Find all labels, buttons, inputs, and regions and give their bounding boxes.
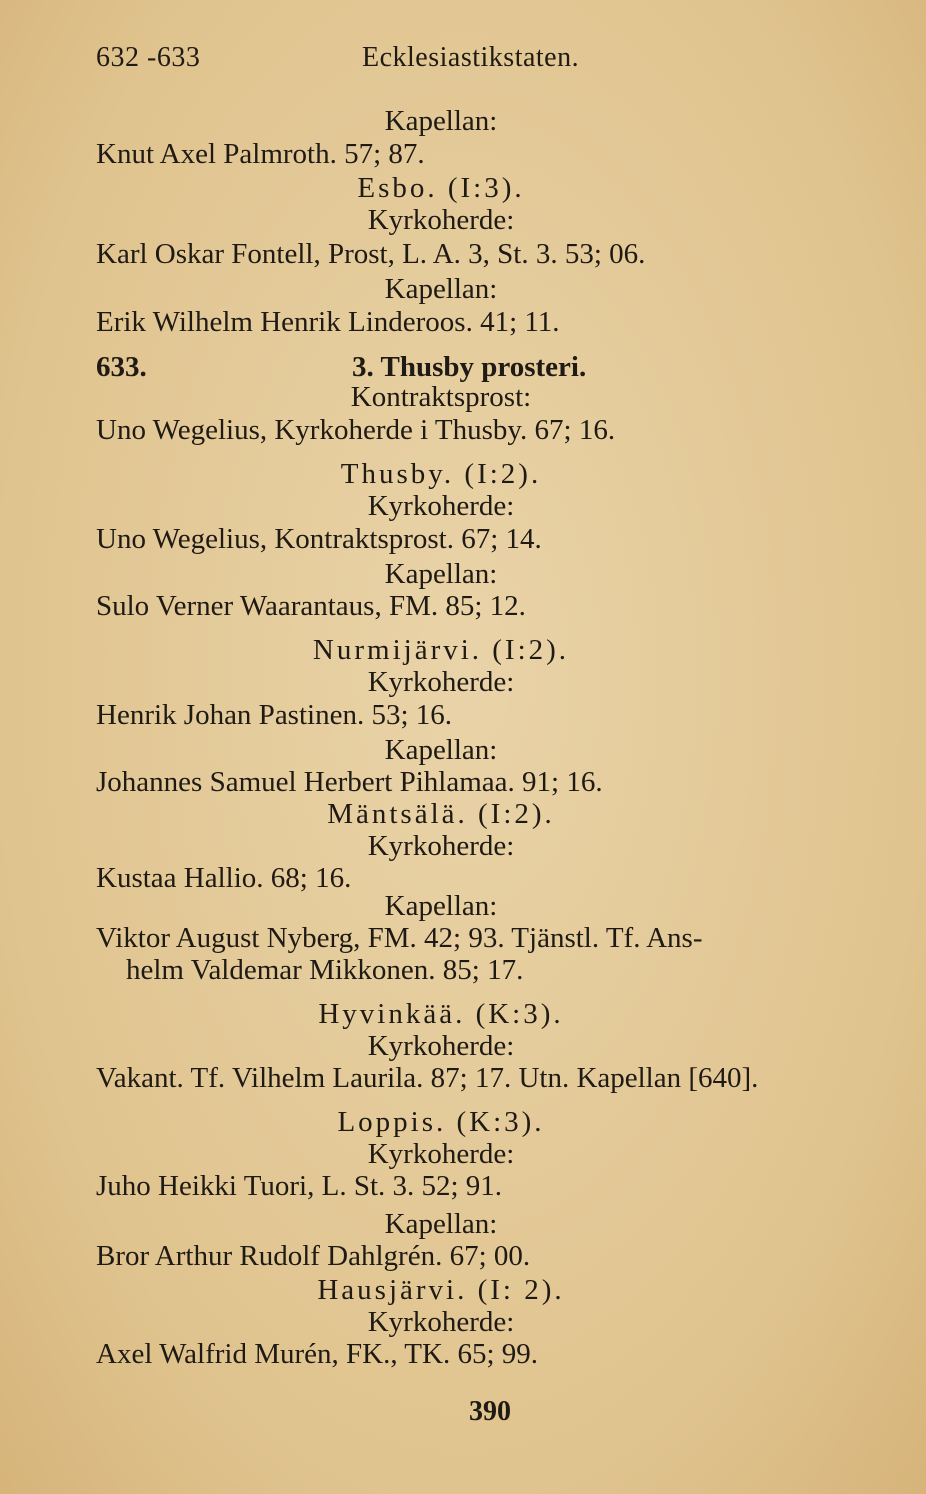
header-page-range: 632 -633 bbox=[96, 42, 201, 73]
role-heading: Kapellan: bbox=[384, 558, 498, 590]
entry-line: Vakant. Tf. Vilhelm Laurila. 87; 17. Utn. Kapellan [640]. bbox=[96, 1062, 759, 1094]
role-heading: Kyrkoherde: bbox=[367, 1306, 515, 1338]
entry-line: Bror Arthur Rudolf Dahlgrén. 67; 00. bbox=[96, 1240, 531, 1272]
role-heading: Kyrkoherde: bbox=[367, 830, 515, 862]
role-heading: Kyrkoherde: bbox=[367, 666, 515, 698]
parish-heading: Mäntsälä. (I:2). bbox=[327, 798, 555, 830]
entry-line: Juho Heikki Tuori, L. St. 3. 52; 91. bbox=[96, 1170, 503, 1202]
role-heading: Kapellan: bbox=[384, 105, 498, 137]
role-heading: Kapellan: bbox=[384, 1208, 498, 1240]
entry-line: Uno Wegelius, Kontraktsprost. 67; 14. bbox=[96, 523, 542, 555]
page-number: 390 bbox=[469, 1396, 511, 1427]
role-heading: Kyrkoherde: bbox=[367, 1030, 515, 1062]
entry-line: Knut Axel Palmroth. 57; 87. bbox=[96, 138, 425, 170]
entry-line: Erik Wilhelm Henrik Linderoos. 41; 11. bbox=[96, 306, 560, 338]
role-heading: Kyrkoherde: bbox=[367, 204, 515, 236]
entry-line-continued: helm Valdemar Mikkonen. 85; 17. bbox=[126, 954, 524, 986]
parish-heading: Loppis. (K:3). bbox=[337, 1106, 545, 1138]
role-heading: Kontraktsprost: bbox=[350, 381, 532, 413]
role-heading: Kapellan: bbox=[384, 273, 498, 305]
entry-line: Viktor August Nyberg, FM. 42; 93. Tjänstl. Tf. Ans- bbox=[96, 922, 703, 954]
section-title: 3. Thusby prosteri. bbox=[352, 351, 587, 383]
parish-heading: Hausjärvi. (I: 2). bbox=[317, 1274, 565, 1306]
role-heading: Kapellan: bbox=[384, 734, 498, 766]
entry-line: Karl Oskar Fontell, Prost, L. A. 3, St. 3. 53; 06. bbox=[96, 238, 646, 270]
parish-heading: Nurmijärvi. (I:2). bbox=[312, 634, 570, 666]
parish-heading: Thusby. (I:2). bbox=[340, 458, 542, 490]
parish-heading: Esbo. (I:3). bbox=[357, 172, 525, 204]
role-heading: Kyrkoherde: bbox=[367, 1138, 515, 1170]
entry-line: Axel Walfrid Murén, FK., TK. 65; 99. bbox=[96, 1338, 539, 1370]
entry-line: Henrik Johan Pastinen. 53; 16. bbox=[96, 699, 453, 731]
role-heading: Kapellan: bbox=[384, 890, 498, 922]
role-heading: Kyrkoherde: bbox=[367, 490, 515, 522]
entry-line: Uno Wegelius, Kyrkoherde i Thusby. 67; 16. bbox=[96, 414, 616, 446]
header-title: Ecklesiastikstaten. bbox=[362, 42, 580, 73]
entry-line: Sulo Verner Waarantaus, FM. 85; 12. bbox=[96, 590, 526, 622]
parish-heading: Hyvinkää. (K:3). bbox=[318, 998, 564, 1030]
entry-line: Johannes Samuel Herbert Pihlamaa. 91; 16. bbox=[96, 766, 603, 798]
entry-line: Kustaa Hallio. 68; 16. bbox=[96, 862, 352, 894]
section-number: 633. bbox=[96, 351, 147, 383]
page-header bbox=[96, 42, 866, 82]
